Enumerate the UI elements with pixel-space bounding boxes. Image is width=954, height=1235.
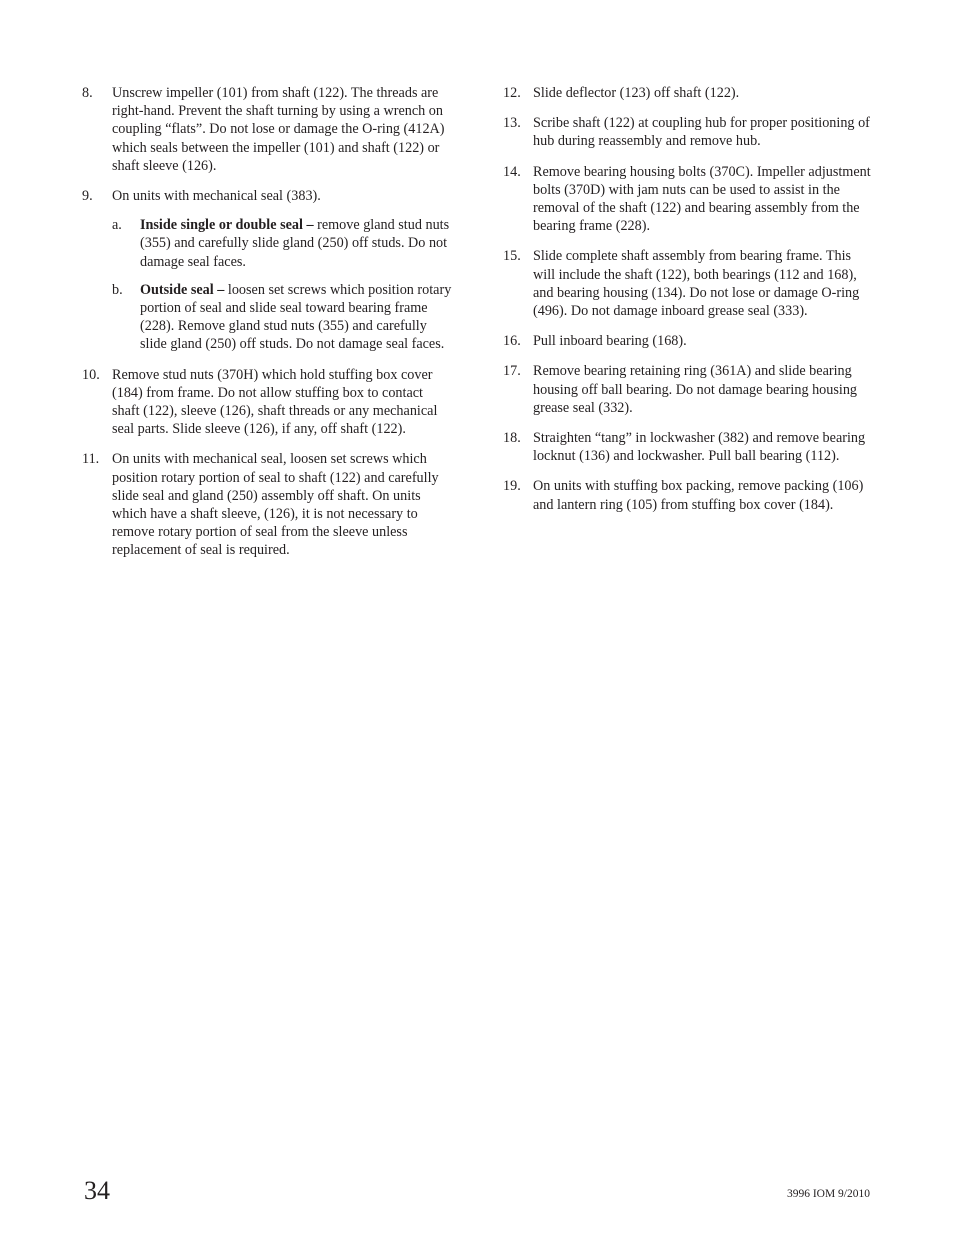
item-number: 18. bbox=[503, 430, 521, 447]
list-item-15 bbox=[503, 247, 873, 320]
item-body bbox=[112, 187, 452, 354]
item-number: 19. bbox=[503, 478, 521, 495]
left-column bbox=[82, 84, 452, 572]
item-text: On units with stuffing box packing, remove packing (106) and lantern ring (105) from stuffing box cover (184). bbox=[533, 478, 864, 513]
right-column bbox=[503, 84, 873, 526]
sub-item-body bbox=[140, 281, 452, 354]
sub-list bbox=[112, 216, 452, 353]
sub-item-text: loosen set screws which position rotary portion of seal and slide seal toward bearing frame (228). Remove gland stud nuts (355) and carefully slide gland (250) off studs. Do not damage seal faces. bbox=[140, 281, 452, 353]
page-number: 34 bbox=[84, 1176, 110, 1205]
list-item-16 bbox=[503, 332, 873, 350]
sub-item-text: remove gland stud nuts (355) and carefully slide gland (250) off studs. Do not damage seal faces. bbox=[140, 217, 450, 270]
list-item-17 bbox=[503, 362, 873, 417]
item-text: On units with mechanical seal (383). bbox=[112, 188, 321, 205]
item-text: Remove stud nuts (370H) which hold stuffing box cover (184) from frame. Do not allow stuffing box to contact shaft (122), sleeve (126), shaft threads or any mechanical seal parts. Slide sleeve (126), if any, off shaft (122). bbox=[112, 366, 438, 438]
item-number: 12. bbox=[503, 85, 521, 101]
item-text: On units with mechanical seal, loosen set screws which position rotary portion of seal to shaft (122) and carefully slide seal and gland (250) assembly off shaft. On units which have a shaft sleeve, (126), it is not necessary to remove rotary portion of seal from the sleeve unless replacement of seal is required. bbox=[112, 451, 439, 559]
item-number: 15. bbox=[503, 248, 521, 265]
sub-item-letter: a. bbox=[112, 217, 122, 234]
list-item-9 bbox=[82, 187, 452, 354]
item-number: 14. bbox=[503, 163, 521, 180]
item-text: Unscrew impeller (101) from shaft (122). The threads are right-hand. Prevent the shaft turning by using a wrench on coupling “flats”. Do not lose or damage the O-ring (412A) which seals between the impeller (101) and shaft (122) or shaft sleeve (126). bbox=[112, 85, 445, 174]
list-item-19 bbox=[503, 477, 873, 513]
item-text: Scribe shaft (122) at coupling hub for proper positioning of hub during reassembly and remove hub. bbox=[533, 115, 870, 150]
sub-item-body bbox=[140, 216, 452, 271]
list-item-13 bbox=[503, 114, 873, 150]
list-item-12 bbox=[503, 84, 873, 102]
sub-item-letter: b. bbox=[112, 281, 123, 298]
item-number: 9. bbox=[82, 188, 93, 205]
item-number: 13. bbox=[503, 115, 521, 132]
item-text: Remove bearing retaining ring (361A) and slide bearing housing off ball bearing. Do not damage bearing housing grease seal (332). bbox=[533, 363, 858, 416]
item-number: 8. bbox=[82, 85, 93, 101]
list-item-14 bbox=[503, 163, 873, 236]
sub-item-b bbox=[112, 281, 452, 354]
list-item-11 bbox=[82, 450, 452, 559]
item-text: Straighten “tang” in lockwasher (382) and remove bearing locknut (136) and lockwasher. Pull ball bearing (112). bbox=[533, 430, 866, 465]
item-number: 17. bbox=[503, 363, 521, 380]
document-id: 3996 IOM 9/2010 bbox=[786, 1188, 870, 1200]
list-item-8 bbox=[82, 84, 452, 175]
item-text: Slide deflector (123) off shaft (122). bbox=[533, 85, 740, 101]
item-text: Remove bearing housing bolts (370C). Impeller adjustment bolts (370D) with jam nuts can be used to assist in the removal of the shaft (122) and bearing assembly from the bearing frame (228). bbox=[533, 163, 871, 235]
sub-item-heading: Outside seal – bbox=[140, 281, 225, 298]
sub-item-a bbox=[112, 216, 452, 271]
sub-item-heading: Inside single or double seal – bbox=[140, 217, 314, 234]
item-number: 11. bbox=[82, 451, 100, 468]
item-number: 10. bbox=[82, 366, 100, 383]
list-item-10 bbox=[82, 366, 452, 439]
item-text: Pull inboard bearing (168). bbox=[533, 333, 687, 350]
list-item-18 bbox=[503, 429, 873, 465]
item-text: Slide complete shaft assembly from bearing frame. This will include the shaft (122), both bearings (112 and 168), and bearing housing (134). Do not lose or damage O-ring (496). Do not damage inboard grease seal (333). bbox=[533, 248, 860, 320]
item-number: 16. bbox=[503, 333, 521, 350]
